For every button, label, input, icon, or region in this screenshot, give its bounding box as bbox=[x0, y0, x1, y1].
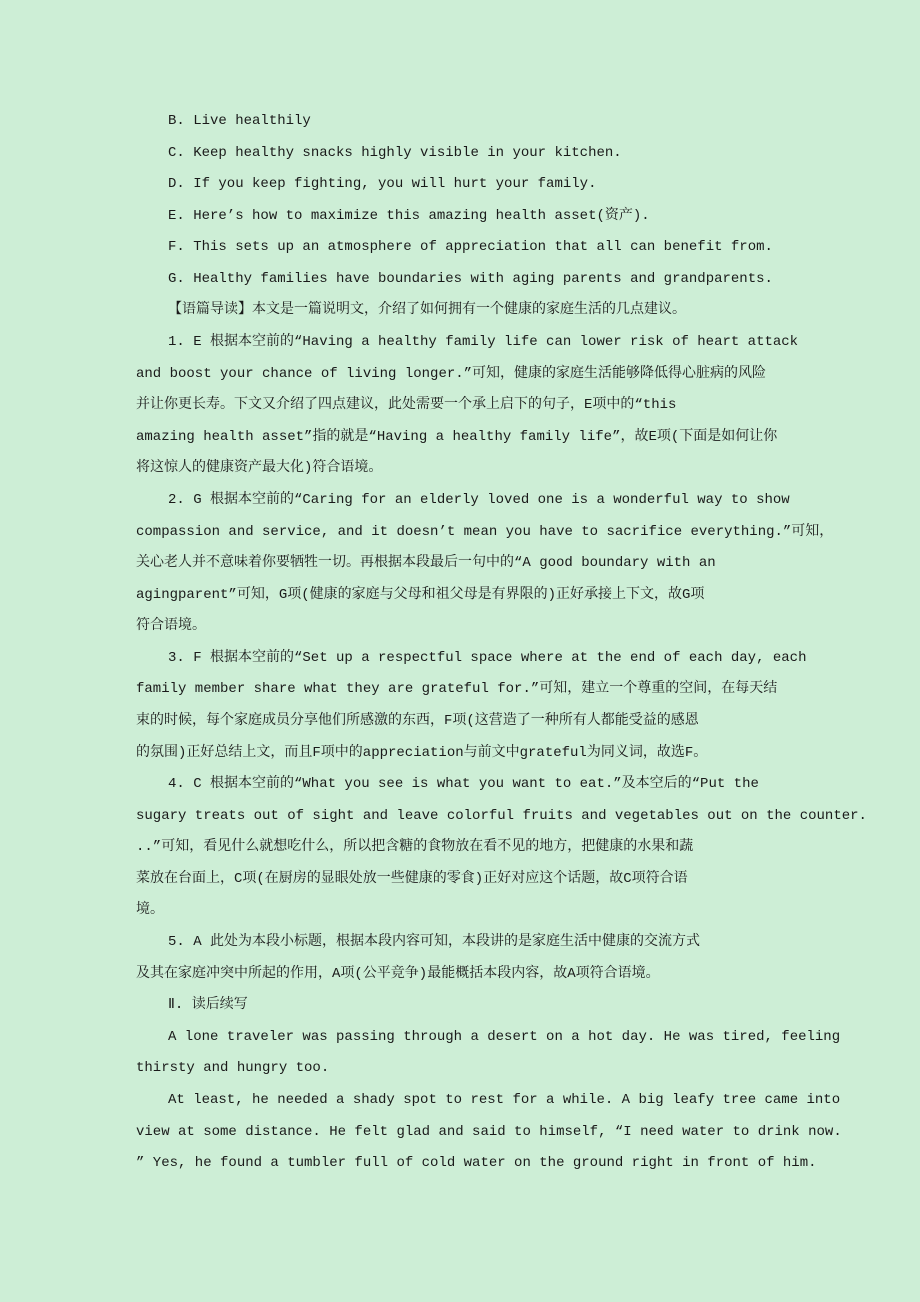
text-line: At least, he needed a shady spot to rest for a while. A big leafy tree came into bbox=[168, 1091, 841, 1108]
text-line: thirsty and hungry too. bbox=[136, 1060, 330, 1077]
text-line: 5. A 此处为本段小标题，根据本段内容可知，本段讲的是家庭生活中健康的交流方式 bbox=[168, 934, 701, 951]
text-line: 并让你更长寿。下文又介绍了四点建议，此处需要一个承上启下的句子，E项中的“this bbox=[136, 397, 677, 414]
text-line: 菜放在台面上，C项(在厨房的显眼处放一些健康的零食)正好对应这个话题，故C项符合语 bbox=[136, 870, 688, 887]
text-line: A lone traveler was passing through a desert on a hot day. He was tired, feeling bbox=[168, 1028, 841, 1045]
text-line: amazing health asset”指的就是“Having a healthy family life”，故E项(下面是如何让你 bbox=[136, 428, 778, 445]
text-line: sugary treats out of sight and leave colorful fruits and vegetables out on the counter. bbox=[136, 807, 867, 824]
document-body bbox=[136, 106, 867, 1180]
text-line: 【语篇导读】本文是一篇说明文，介绍了如何拥有一个健康的家庭生活的几点建议。 bbox=[168, 302, 686, 319]
text-line: ..”可知，看见什么就想吃什么，所以把含糖的食物放在看不见的地方，把健康的水果和蔬 bbox=[136, 839, 694, 856]
text-line: F. This sets up an atmosphere of appreciation that all can benefit from. bbox=[168, 239, 773, 256]
text-line: 的氛围)正好总结上文，而且F项中的appreciation与前文中grateful为同义词，故选F。 bbox=[136, 744, 708, 761]
text-line: 2. G 根据本空前的“Caring for an elderly loved one is a wonderful way to show bbox=[168, 491, 790, 508]
text-line: C. Keep healthy snacks highly visible in your kitchen. bbox=[168, 144, 622, 161]
text-line: G. Healthy families have boundaries with aging parents and grandparents. bbox=[168, 270, 773, 287]
text-line: 境。 bbox=[136, 902, 164, 919]
text-line: D. If you keep fighting, you will hurt your family. bbox=[168, 176, 597, 193]
text-line: 3. F 根据本空前的“Set up a respectful space where at the end of each day, each bbox=[168, 649, 807, 666]
text-line: Ⅱ. 读后续写 bbox=[168, 997, 248, 1014]
text-line: view at some distance. He felt glad and said to himself, “I need water to drink now. bbox=[136, 1123, 842, 1140]
text-line: 关心老人并不意味着你要牺牲一切。再根据本段最后一句中的“A good boundary with an bbox=[136, 555, 716, 572]
text-line: ” Yes, he found a tumbler full of cold water on the ground right in front of him. bbox=[136, 1155, 817, 1172]
text-line: compassion and service, and it doesn’t mean you have to sacrifice everything.”可知， bbox=[136, 523, 834, 540]
text-line: E. Here’s how to maximize this amazing health asset(资产). bbox=[168, 207, 650, 224]
text-line: B. Live healthily bbox=[168, 113, 311, 129]
text-line: 及其在家庭冲突中所起的作用，A项(公平竞争)最能概括本段内容，故A项符合语境。 bbox=[136, 965, 660, 982]
text-line: 4. C 根据本空前的“What you see is what you want to eat.”及本空后的“Put the bbox=[168, 776, 759, 793]
text-line: and boost your chance of living longer.”可知，健康的家庭生活能够降低得心脏病的风险 bbox=[136, 365, 767, 382]
text-line: 1. E 根据本空前的“Having a healthy family life can lower risk of heart attack bbox=[168, 334, 799, 351]
text-line: agingparent”可知，G项(健康的家庭与父母和祖父母是有界限的)正好承接上下文，故G项 bbox=[136, 586, 705, 603]
text-line: family member share what they are grateful for.”可知，建立一个尊重的空间，在每天结 bbox=[136, 681, 778, 698]
text-line: 将这惊人的健康资产最大化)符合语境。 bbox=[136, 460, 383, 477]
text-line: 束的时候，每个家庭成员分享他们所感激的东西，F项(这营造了一种所有人都能受益的感恩 bbox=[136, 712, 699, 729]
text-line: 符合语境。 bbox=[136, 618, 206, 635]
